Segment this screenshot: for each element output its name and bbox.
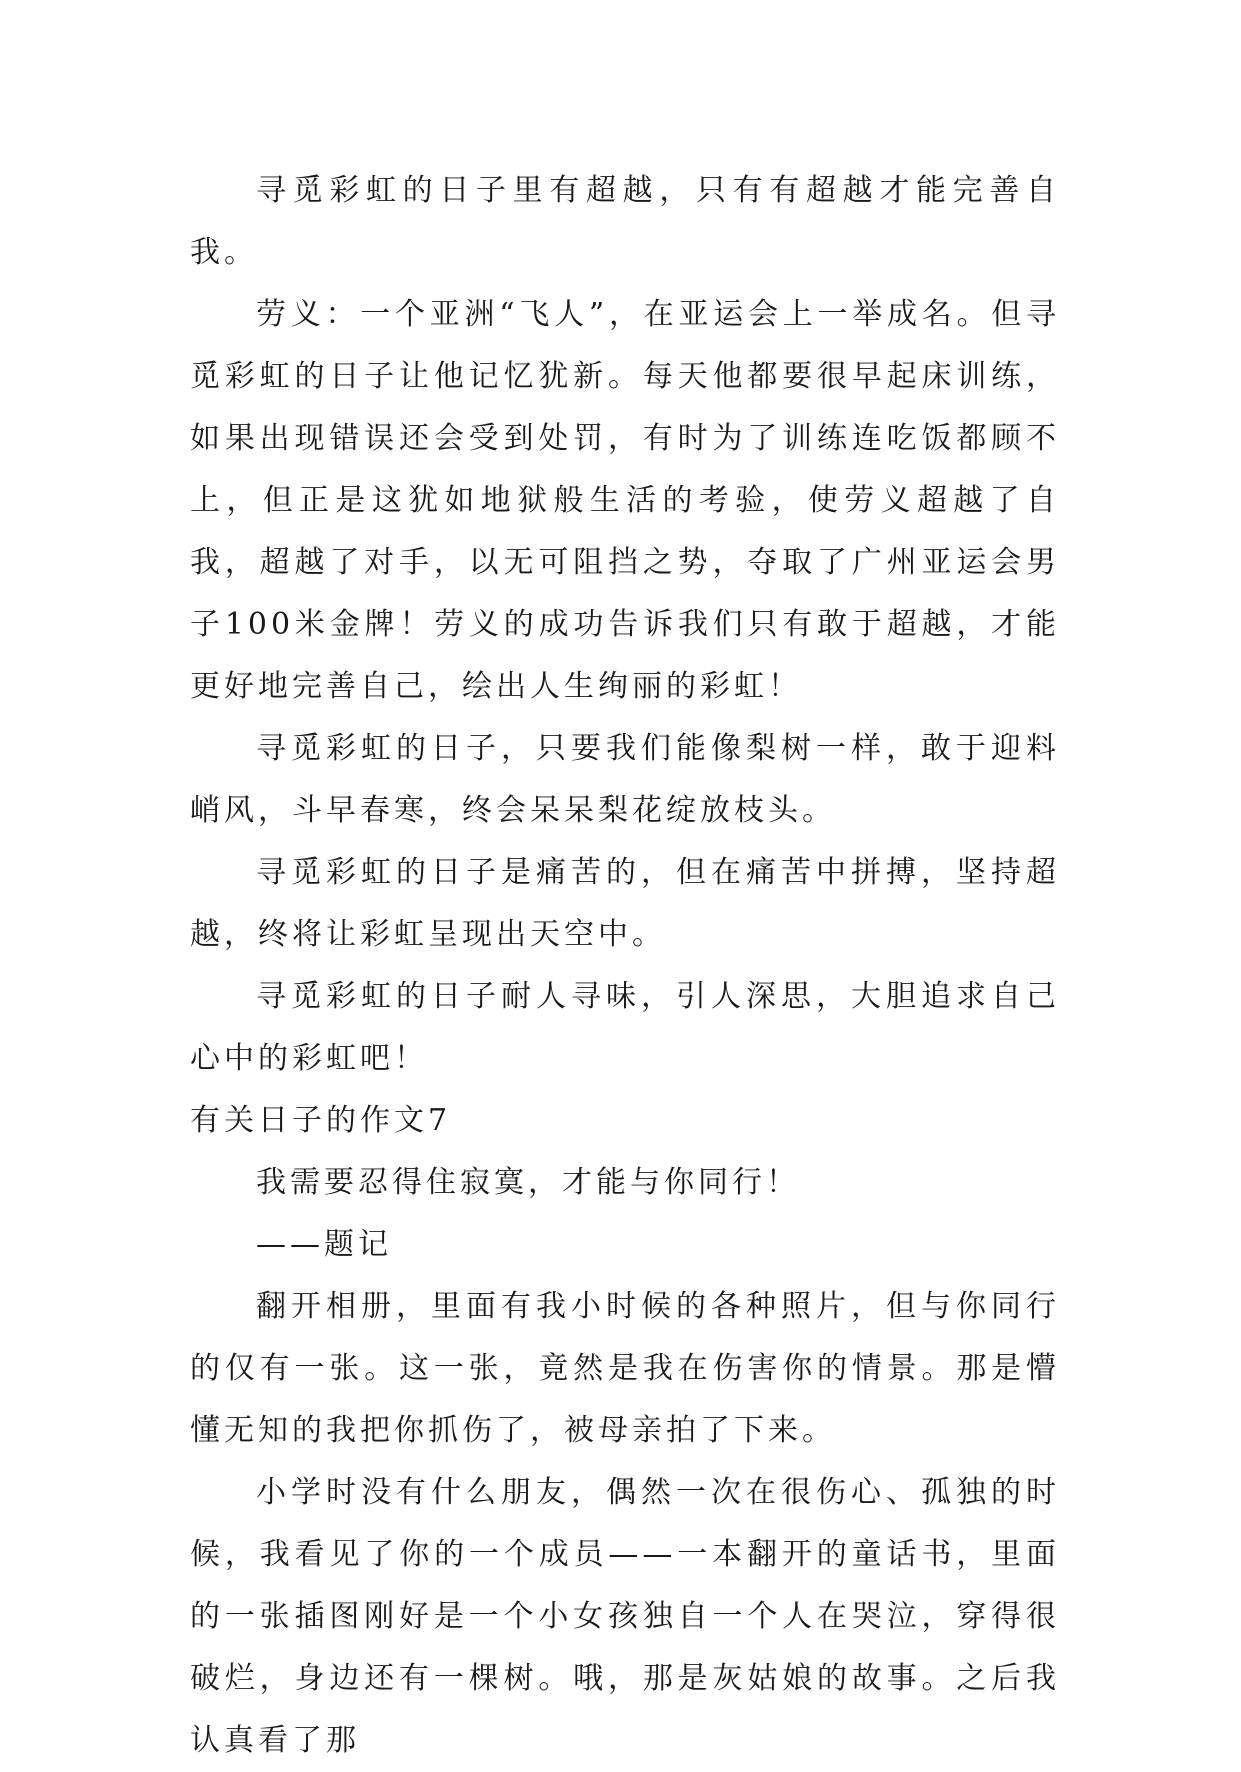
paragraph: 寻觅彩虹的日子里有超越，只有有超越才能完善自我。 (190, 173, 1060, 270)
paragraph: 寻觅彩虹的日子是痛苦的，但在痛苦中拼搏，坚持超越，终将让彩虹呈现出天空中。 (190, 855, 1060, 952)
paragraph: 我需要忍得住寂寞，才能与你同行！ (256, 1165, 800, 1200)
paragraph: 小学时没有什么朋友，偶然一次在很伤心、孤独的时候，我看见了你的一个成员——一本翻开的童话书，里面的一张插图刚好是一个小女孩独自一个人在哭泣，穿得很破烂，身边还有一棵树。哦，那是灰姑娘的故事。之后我认真看了那 (190, 1475, 1060, 1758)
document-body (190, 160, 1060, 1772)
paragraph: 寻觅彩虹的日子耐人寻味，引人深思，大胆追求自己心中的彩虹吧！ (190, 979, 1060, 1076)
section-heading: 有关日子的作文7 (190, 1103, 452, 1138)
paragraph: 翻开相册，里面有我小时候的各种照片，但与你同行的仅有一张。这一张，竟然是我在伤害你的情景。那是懵懂无知的我把你抓伤了，被母亲拍了下来。 (190, 1289, 1060, 1448)
paragraph: 劳义：一个亚洲“飞人”，在亚运会上一举成名。但寻觅彩虹的日子让他记忆犹新。每天他都要很早起床训练，如果出现错误还会受到处罚，有时为了训练连吃饭都顾不上，但正是这犹如地狱般生活的考验，使劳义超越了自我，超越了对手，以无可阻挡之势，夺取了广州亚运会男子100米金牌！劳义的成功告诉我们只有敢于超越，才能更好地完善自己，绘出人生绚丽的彩虹！ (190, 297, 1060, 704)
paragraph: 寻觅彩虹的日子，只要我们能像梨树一样，敢于迎料峭风，斗早春寒，终会呆呆梨花绽放枝头。 (190, 731, 1060, 828)
epigraph-attribution: ——题记 (256, 1227, 392, 1262)
